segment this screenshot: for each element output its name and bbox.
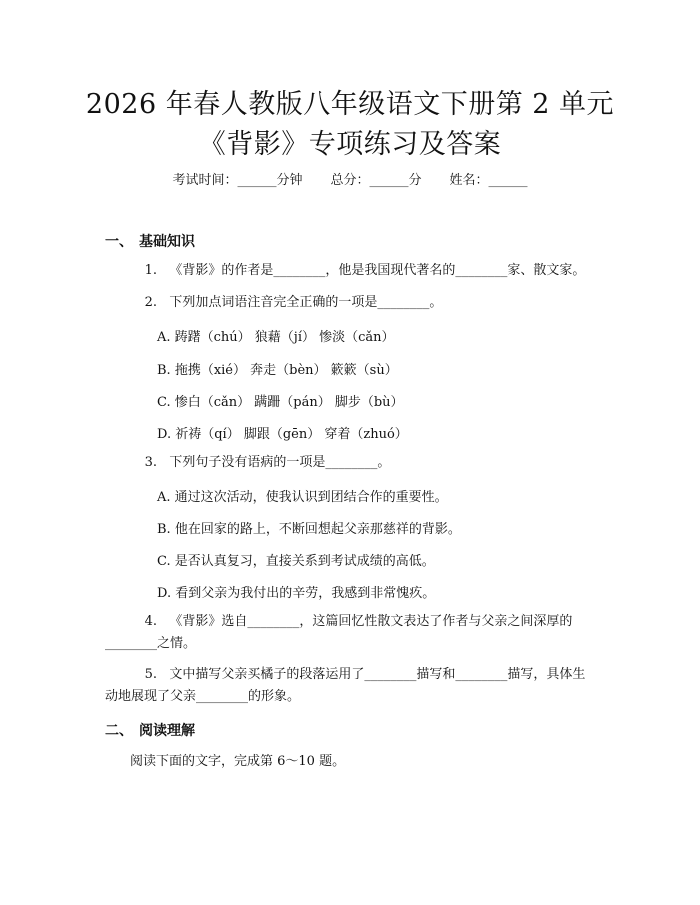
- option-d: D. 看到父亲为我付出的辛劳，我感到非常愧疚。: [157, 586, 436, 601]
- question-number: 3.: [144, 455, 157, 470]
- question-text: 下列句子没有语病的一项是________。: [169, 455, 391, 470]
- question-text-line1: 《背影》选自________，这篇回忆性散文表达了作者与父亲之间深厚的: [169, 614, 573, 629]
- question-1: [105, 260, 605, 282]
- question-3: [105, 452, 605, 474]
- option-a: A. 通过这次活动，使我认识到团结合作的重要性。: [157, 490, 448, 505]
- question-text-line1: 文中描写父亲买橘子的段落运用了________描写和________描写，具体生: [169, 667, 586, 682]
- page-title-line2: 《背影》专项练习及答案: [198, 129, 502, 160]
- total-score: 总分：______分: [330, 173, 422, 188]
- section-number: 一、: [105, 234, 133, 250]
- question-number: 4.: [144, 614, 157, 629]
- section-heading-basics: [105, 231, 195, 251]
- reading-intro: 阅读下面的文字，完成第 6～10 题。: [130, 754, 346, 769]
- option-a: A. 踌躇（chú） 狼藉（jí） 惨淡（cǎn）: [157, 330, 395, 345]
- option-b: B. 他在回家的路上，不断回想起父亲那慈祥的背影。: [157, 522, 461, 537]
- question-text-line2: 动地展现了父亲________的形象。: [105, 689, 301, 704]
- question-text: 下列加点词语注音完全正确的一项是________。: [169, 295, 443, 310]
- section-heading-reading: [105, 720, 195, 740]
- question-2: [105, 292, 605, 314]
- option-c: C. 惨白（cǎn） 蹒跚（pán） 脚步（bù）: [157, 395, 404, 410]
- exam-time: 考试时间：______分钟: [172, 173, 303, 188]
- section-title: 阅读理解: [139, 723, 195, 739]
- option-d: D. 祈祷（qí） 脚跟（gēn） 穿着（zhuó）: [157, 427, 408, 442]
- question-5: [105, 664, 605, 708]
- option-b: B. 拖携（xié） 奔走（bèn） 簌簌（sù）: [157, 363, 398, 378]
- question-text-line2: ________之情。: [105, 636, 197, 651]
- student-name: 姓名：______: [449, 173, 528, 188]
- section-number: 二、: [105, 723, 133, 739]
- question-number: 2.: [144, 295, 157, 310]
- section-title: 基础知识: [139, 234, 195, 250]
- option-c: C. 是否认真复习，直接关系到考试成绩的高低。: [157, 554, 435, 569]
- exam-meta: [0, 169, 700, 188]
- question-number: 1.: [144, 263, 157, 278]
- question-4: [105, 611, 605, 655]
- question-number: 5.: [144, 667, 157, 682]
- page-title-line1: 2026 年春人教版八年级语文下册第 2 单元: [85, 89, 615, 120]
- question-text: 《背影》的作者是________，他是我国现代著名的________家、散文家。: [169, 263, 586, 278]
